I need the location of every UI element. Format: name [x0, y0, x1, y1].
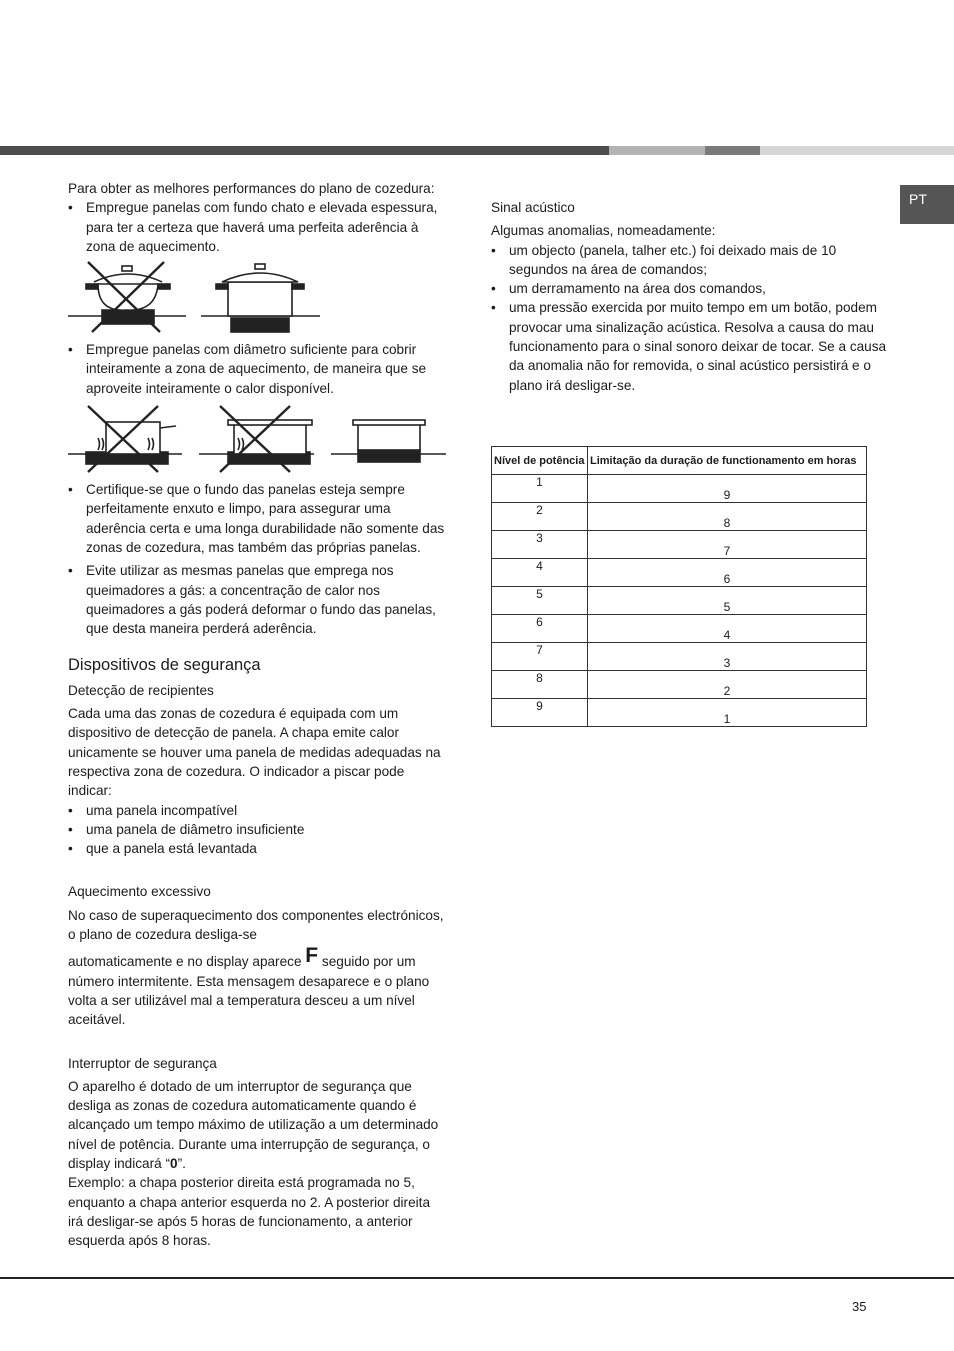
left-column	[68, 179, 448, 1250]
header-bar-segment	[609, 146, 705, 155]
power-limit-table	[491, 446, 867, 727]
pan-flat-bottom-figure	[68, 260, 328, 334]
overheating-text-part: seguido por um número intermitente. Esta mensagem desaparece e o plano volta a ser utilizável mal a temperatura desceu a um nível aceitável.	[68, 954, 430, 1028]
list-item: • uma panela incompatível	[68, 801, 448, 820]
section-heading-safety: Dispositivos de segurança	[68, 656, 261, 675]
safety-switch-example: Exemplo: a chapa posterior direita está programada no 5, enquanto a chapa anterior esquerda no 2. A posterior direita irá desligar-se após 5 horas de funcionamento, a anterior esquerda após 8 horas.	[68, 1175, 430, 1249]
tip-diameter: • Empregue panelas com diâmetro suficiente para cobrir inteiramente a zona de aquecimento, de maneira que se aproveite inteiramente o calor disponível.	[68, 340, 448, 398]
power-level-cell: 8	[492, 671, 588, 699]
hours-cell: 8	[588, 503, 867, 531]
power-level-cell: 5	[492, 587, 588, 615]
overheating-text-part: automaticamente e no display aparece	[68, 954, 302, 970]
table-row	[492, 671, 867, 699]
tips-list	[68, 198, 448, 256]
tip-flat-bottom: • Empregue panelas com fundo chato e elevada espessura, para ter a certeza que haverá uma perfeita aderência à zona de aquecimento.	[68, 198, 448, 256]
small-pan-wrong-icon	[68, 406, 182, 472]
safety-switch-title: Interruptor de segurança	[68, 1055, 217, 1071]
list-item: • que a panela está levantada	[68, 839, 448, 858]
table-row	[492, 531, 867, 559]
medium-pan-wrong-icon	[199, 406, 314, 472]
table-row	[492, 587, 867, 615]
detection-list	[68, 801, 448, 859]
table-row	[492, 643, 867, 671]
detection-title: Detecção de recipientes	[68, 682, 214, 698]
hours-cell: 9	[588, 475, 867, 503]
tip-clean-bottom: • Certifique-se que o fundo das panelas esteja sempre perfeitamente enxuto e limpo, para assegurar uma aderência certa e uma longa durabilidade não somente das zonas de cozedura, mas também das próprias panelas.	[68, 480, 448, 557]
table-row	[492, 475, 867, 503]
overheating-text: No caso de superaquecimento dos componentes electrónicos, o plano de cozedura desliga-se	[68, 907, 444, 943]
display-zero-symbol: 0	[170, 1155, 178, 1171]
detection-text: Cada uma das zonas de cozedura é equipada com um dispositivo de detecção de panela. A chapa emite calor unicamente se houver uma panela de medidas adequadas na respectiva zona de cozedura. O indicador a piscar pode indicar:	[68, 706, 441, 799]
acoustic-signal-intro: Algumas anomalias, nomeadamente:	[491, 223, 716, 239]
hours-cell: 3	[588, 643, 867, 671]
power-level-cell: 9	[492, 699, 588, 727]
power-level-cell: 1	[492, 475, 588, 503]
overheating-title: Aquecimento excessivo	[68, 884, 211, 900]
intro-text: Para obter as melhores performances do plano de cozedura:	[68, 181, 435, 196]
tips-list	[68, 340, 448, 398]
power-level-cell: 6	[492, 615, 588, 643]
list-item: • uma pressão exercida por muito tempo em um botão, podem provocar uma sinalização acústica. Resolva a causa do mau funcionamento para o sinal sonoro deixar de tocar. Se a causa da anomalia não for removida, o sinal acústico persistirá e o plano irá desligar-se.	[491, 298, 891, 394]
footer-divider	[0, 1277, 954, 1279]
power-level-cell: 2	[492, 503, 588, 531]
table-row	[492, 615, 867, 643]
overheating-text-continued	[68, 944, 448, 1029]
safety-switch-text-part: O aparelho é dotado de um interruptor de segurança que desliga as zonas de cozedura automaticamente quando é alcançado um tempo máximo de utilização a um determinado nível de potência. Durante uma interrupção de segurança, o display indicará “	[68, 1078, 439, 1171]
hours-cell: 4	[588, 615, 867, 643]
wrong-pan-icon	[68, 262, 186, 332]
language-tab-label: PT	[909, 191, 927, 207]
column-header-power-level: Nível de potência	[492, 447, 588, 475]
safety-switch-text	[68, 1077, 448, 1173]
column-header-duration: Limitação da duração de functionamento em horas	[588, 447, 867, 475]
page-number: 35	[852, 1299, 867, 1314]
table-row	[492, 559, 867, 587]
correct-pan-icon	[201, 264, 320, 332]
acoustic-signal-list	[491, 241, 891, 395]
display-f-symbol: F	[305, 944, 319, 968]
safety-switch-text-part: ”.	[177, 1155, 186, 1171]
header-bar-segment	[760, 146, 954, 155]
hours-cell: 1	[588, 699, 867, 727]
header-bar-segment	[0, 146, 609, 155]
language-tab	[900, 185, 954, 224]
table-row	[492, 699, 867, 727]
right-column	[491, 198, 891, 395]
table-header-row	[492, 447, 867, 475]
header-bar-segment	[705, 146, 760, 155]
table-row	[492, 503, 867, 531]
hours-cell: 5	[588, 587, 867, 615]
list-item: • um objecto (panela, talher etc.) foi deixado mais de 10 segundos na área de comandos;	[491, 241, 891, 280]
list-item: • um derramamento na área dos comandos,	[491, 279, 891, 298]
hours-cell: 2	[588, 671, 867, 699]
pan-diameter-figure	[68, 402, 448, 474]
tip-gas-pans: • Evite utilizar as mesmas panelas que emprega nos queimadores a gás: a concentração de calor nos queimadores a gás poderá deformar o fundo das panelas, que desta maneira perderá aderência.	[68, 561, 448, 638]
power-level-cell: 4	[492, 559, 588, 587]
list-item: • uma panela de diâmetro insuficiente	[68, 820, 448, 839]
power-level-cell: 7	[492, 643, 588, 671]
acoustic-signal-title: Sinal acústico	[491, 200, 575, 215]
hours-cell: 6	[588, 559, 867, 587]
hours-cell: 7	[588, 531, 867, 559]
correct-size-pan-icon	[331, 420, 446, 462]
tips-list	[68, 480, 448, 638]
power-level-cell: 3	[492, 531, 588, 559]
